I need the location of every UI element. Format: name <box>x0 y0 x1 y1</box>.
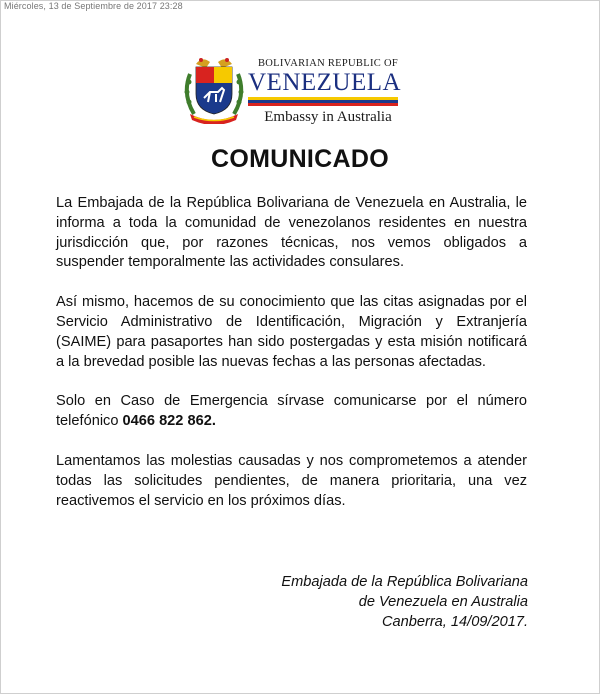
emergency-phone: 0466 822 862. <box>122 413 216 430</box>
coat-of-arms-icon <box>180 54 248 124</box>
flag-stripe <box>248 97 398 106</box>
document-title: COMUNICADO <box>211 145 389 173</box>
letterhead-country: VENEZUELA <box>248 69 402 96</box>
emergency-text: Solo en Caso de Emergencia sírvase comunicarse por el número telefónico <box>56 393 527 430</box>
signature-line-3: Canberra, 14/09/2017. <box>381 614 528 630</box>
letterhead-text <box>248 58 404 126</box>
paragraph-emergency <box>56 392 527 432</box>
letterhead-republic: BOLIVARIAN REPUBLIC OF <box>257 58 398 69</box>
paragraph-3: Lamentamos las molestias causadas y nos comprometemos a atender todas las solicitudes pendientes, de manera prioritaria, una vez reactivemos el servicio en los próximos días. <box>56 452 527 509</box>
timestamp: Miércoles, 13 de Septiembre de 2017 23:28 <box>4 1 183 11</box>
signature-block <box>281 572 528 632</box>
document-body <box>56 194 527 531</box>
letterhead <box>180 54 405 128</box>
paragraph-1: La Embajada de la República Bolivariana de Venezuela en Australia, le informa a toda la comunidad de venezolanos residentes en nuestra jurisdicción que, por razones técnicas, nos vemos obligados a suspender temporalmente las actividades consulares. <box>56 195 527 271</box>
paragraph-2: Así mismo, hacemos de su conocimiento que las citas asignadas por el Servicio Administrativo de Identificación, Migración y Extranjería (SAIME) para pasaportes han sido postergadas y esta misión notificará a la brevedad posible las nuevas fechas a las personas afectadas. <box>56 294 527 370</box>
signature-line-1: Embajada de la República Bolivariana <box>281 574 528 590</box>
signature-line-2: de Venezuela en Australia <box>358 594 528 610</box>
letterhead-embassy: Embassy in Australia <box>264 109 392 125</box>
